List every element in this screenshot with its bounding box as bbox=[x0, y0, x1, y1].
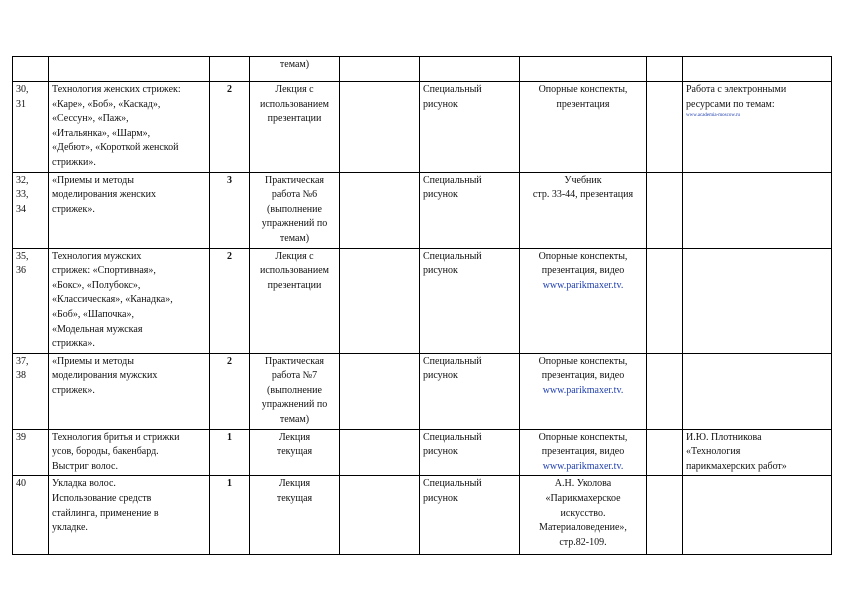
equipment-cell bbox=[420, 429, 520, 476]
empty-cell bbox=[340, 82, 420, 173]
cell-line: текущая bbox=[276, 493, 313, 505]
table-row bbox=[13, 248, 832, 353]
table-row bbox=[13, 476, 832, 555]
cell-line: 39 bbox=[16, 431, 26, 443]
cell-line: моделирования мужских bbox=[52, 370, 158, 382]
cell-line: «Приемы и методы bbox=[52, 174, 134, 186]
cell-line: искусство. bbox=[560, 507, 606, 519]
cell-line: текущая bbox=[276, 446, 313, 458]
equipment-cell bbox=[420, 82, 520, 173]
video-link[interactable]: www.parikmaxer.tv. bbox=[542, 384, 624, 396]
lesson-number-cell bbox=[13, 82, 49, 173]
cell-line: Технология бритья и стрижки bbox=[52, 431, 180, 443]
cell-line: (выполнение bbox=[267, 203, 322, 215]
cell-line: Использование средств bbox=[52, 493, 152, 505]
table-row bbox=[13, 172, 832, 248]
cell-line: «Сессун», «Паж», bbox=[52, 113, 129, 125]
extra-cell bbox=[683, 429, 832, 476]
extra-cell bbox=[683, 353, 832, 429]
cell-line: стрижки». bbox=[52, 156, 96, 168]
topic-cell bbox=[49, 82, 210, 173]
cell-line: ресурсами по темам: bbox=[686, 98, 775, 110]
extra-cell bbox=[683, 172, 832, 248]
lesson-number-cell bbox=[13, 476, 49, 555]
cell-line: «Каре», «Боб», «Каскад», bbox=[52, 98, 161, 110]
cell-line: Практическая bbox=[264, 174, 324, 186]
cell-line: Специальный bbox=[423, 250, 482, 262]
cell-line: И.Ю. Плотникова bbox=[686, 431, 762, 443]
cell-line: стрижек: «Спортивная», bbox=[52, 265, 156, 277]
cell-line: 40 bbox=[16, 478, 26, 490]
hours-cell: 2 bbox=[210, 82, 250, 173]
cell-line: Лекция bbox=[278, 478, 311, 490]
cell-line: Специальный bbox=[423, 478, 482, 490]
cell-line: «Приемы и методы bbox=[52, 355, 134, 367]
cell-line: Технология женских стрижек: bbox=[52, 84, 181, 95]
hours-cell: 2 bbox=[210, 248, 250, 353]
cell-line: «Боб», «Шапочка», bbox=[52, 308, 134, 320]
cell-line: использованием bbox=[260, 265, 329, 277]
cell-line: Практическая bbox=[264, 355, 324, 367]
cell-line: «Технология bbox=[686, 446, 741, 458]
topic-cell bbox=[49, 172, 210, 248]
table-row bbox=[13, 353, 832, 429]
cell-line: Лекция с bbox=[275, 250, 314, 262]
empty-cell bbox=[340, 57, 420, 82]
cell-line: 33, bbox=[16, 189, 29, 201]
materials-cell bbox=[520, 172, 647, 248]
lesson-number-cell bbox=[13, 172, 49, 248]
cell-line: «Классическая», «Канадка», bbox=[52, 294, 173, 306]
video-link[interactable]: www.parikmaxer.tv. bbox=[542, 279, 624, 291]
hours-cell bbox=[210, 57, 250, 82]
empty-cell bbox=[340, 248, 420, 353]
lesson-number-cell bbox=[13, 429, 49, 476]
extra-cell bbox=[683, 476, 832, 555]
materials-cell bbox=[520, 353, 647, 429]
empty-cell bbox=[647, 429, 683, 476]
cell-line: Выстриг волос. bbox=[52, 460, 118, 472]
cell-line: презентация bbox=[556, 98, 610, 110]
equipment-cell bbox=[420, 353, 520, 429]
cell-line: презентация, видео bbox=[541, 370, 625, 382]
cell-line: презентация, видео bbox=[541, 265, 625, 277]
equipment-cell bbox=[420, 57, 520, 82]
cell-line: Специальный bbox=[423, 431, 482, 443]
topic-cell bbox=[49, 353, 210, 429]
lesson-number-cell bbox=[13, 57, 49, 82]
table-row bbox=[13, 57, 832, 82]
cell-line: рисунок bbox=[423, 98, 458, 110]
lesson-type-cell bbox=[250, 353, 340, 429]
cell-line: «Парикмахерское bbox=[545, 493, 621, 505]
hours-cell: 1 bbox=[210, 429, 250, 476]
cell-line: презентация, видео bbox=[541, 446, 625, 458]
materials-cell bbox=[520, 476, 647, 555]
lesson-number-cell bbox=[13, 248, 49, 353]
topic-cell bbox=[49, 429, 210, 476]
cell-line: «Итальянка», «Шарм», bbox=[52, 127, 151, 139]
empty-cell bbox=[647, 353, 683, 429]
hours-cell: 3 bbox=[210, 172, 250, 248]
equipment-cell bbox=[420, 476, 520, 555]
cell-line: Специальный bbox=[423, 355, 482, 367]
cell-line: Работа с электронными bbox=[686, 84, 787, 95]
cell-line: Материаловедение», bbox=[539, 522, 627, 534]
empty-cell bbox=[647, 82, 683, 173]
cell-line: 30, bbox=[16, 84, 29, 95]
topic-cell bbox=[49, 476, 210, 555]
table-row bbox=[13, 429, 832, 476]
cell-line: 31 bbox=[16, 98, 26, 110]
extra-cell bbox=[683, 57, 832, 82]
equipment-cell bbox=[420, 172, 520, 248]
cell-line: укладке. bbox=[52, 522, 88, 534]
equipment-cell bbox=[420, 248, 520, 353]
cell-line: рисунок bbox=[423, 446, 458, 458]
cell-line: рисунок bbox=[423, 493, 458, 505]
cell-line: стайлинга, применение в bbox=[52, 507, 159, 519]
cell-line: Лекция с bbox=[275, 84, 314, 95]
lesson-plan-table bbox=[12, 56, 832, 555]
cell-line: темам) bbox=[279, 59, 310, 70]
extra-cell bbox=[683, 248, 832, 353]
cell-line: 32, bbox=[16, 174, 29, 186]
cell-line: темам) bbox=[279, 414, 310, 426]
lesson-type-cell bbox=[250, 429, 340, 476]
cell-line: «Модельная мужская bbox=[52, 323, 143, 335]
lesson-type-cell bbox=[250, 57, 340, 82]
table-row bbox=[13, 82, 832, 173]
lesson-type-cell bbox=[250, 82, 340, 173]
cell-line: презентации bbox=[267, 279, 322, 291]
cell-line: работа №6 bbox=[271, 189, 318, 201]
empty-cell bbox=[647, 57, 683, 82]
cell-line: 35, bbox=[16, 250, 29, 262]
cell-line: Укладка волос. bbox=[52, 478, 116, 490]
materials-cell bbox=[520, 429, 647, 476]
cell-line: презентации bbox=[267, 113, 322, 125]
empty-cell bbox=[647, 248, 683, 353]
empty-cell bbox=[340, 429, 420, 476]
cell-line: Опорные конспекты, bbox=[538, 355, 628, 367]
cell-line: рисунок bbox=[423, 370, 458, 382]
resource-link[interactable]: www.academia-moscow.ru bbox=[686, 113, 741, 119]
cell-line: Специальный bbox=[423, 174, 482, 186]
cell-line: темам) bbox=[279, 232, 310, 244]
hours-cell: 2 bbox=[210, 353, 250, 429]
cell-line: 36 bbox=[16, 265, 26, 277]
empty-cell bbox=[340, 476, 420, 555]
cell-line: 34 bbox=[16, 203, 26, 215]
cell-line: рисунок bbox=[423, 189, 458, 201]
cell-line: парикмахерских работ» bbox=[686, 460, 787, 472]
cell-line: Учебник bbox=[564, 174, 602, 186]
cell-line: усов, бороды, бакенбард. bbox=[52, 446, 159, 458]
lesson-type-cell bbox=[250, 248, 340, 353]
cell-line: стрижек». bbox=[52, 384, 95, 396]
cell-line: Технология мужских bbox=[52, 250, 142, 262]
cell-line: моделирования женских bbox=[52, 189, 156, 201]
cell-line: стрижек». bbox=[52, 203, 95, 215]
cell-line: (выполнение bbox=[267, 384, 322, 396]
materials-cell bbox=[520, 57, 647, 82]
empty-cell bbox=[340, 353, 420, 429]
cell-line: Опорные конспекты, bbox=[538, 84, 628, 95]
cell-line: Лекция bbox=[278, 431, 311, 443]
hours-cell: 1 bbox=[210, 476, 250, 555]
lesson-type-cell bbox=[250, 476, 340, 555]
cell-line: А.Н. Уколова bbox=[554, 478, 612, 490]
cell-line: упражнений по bbox=[261, 218, 328, 230]
cell-line: Опорные конспекты, bbox=[538, 250, 628, 262]
lesson-type-cell bbox=[250, 172, 340, 248]
lesson-number-cell bbox=[13, 353, 49, 429]
cell-line: стр.82-109. bbox=[559, 536, 607, 548]
cell-line: упражнений по bbox=[261, 399, 328, 411]
empty-cell bbox=[340, 172, 420, 248]
video-link[interactable]: www.parikmaxer.tv. bbox=[542, 460, 624, 472]
extra-cell bbox=[683, 82, 832, 173]
cell-line: Специальный bbox=[423, 84, 482, 95]
cell-line: 38 bbox=[16, 370, 26, 382]
cell-line: использованием bbox=[260, 98, 329, 110]
topic-cell bbox=[49, 57, 210, 82]
cell-line: стрижка». bbox=[52, 338, 95, 350]
cell-line: стр. 33-44, презентация bbox=[532, 189, 634, 201]
materials-cell bbox=[520, 82, 647, 173]
table-body bbox=[13, 57, 832, 555]
topic-cell bbox=[49, 248, 210, 353]
cell-line: работа №7 bbox=[271, 370, 318, 382]
cell-line: «Бокс», «Полубокс», bbox=[52, 279, 141, 291]
empty-cell bbox=[647, 172, 683, 248]
cell-line: 37, bbox=[16, 355, 29, 367]
materials-cell bbox=[520, 248, 647, 353]
empty-cell bbox=[647, 476, 683, 555]
cell-line: «Дебют», «Короткой женской bbox=[52, 142, 179, 154]
cell-line: Опорные конспекты, bbox=[538, 431, 628, 443]
cell-line: рисунок bbox=[423, 265, 458, 277]
